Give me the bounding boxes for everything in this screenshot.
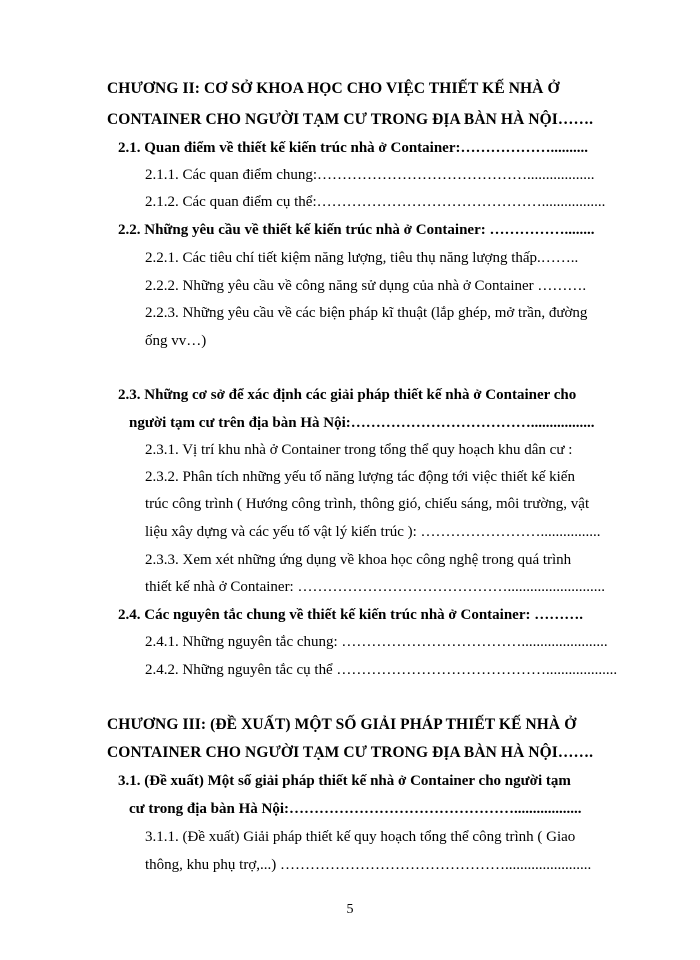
toc-section-2-2: 2.2. Những yêu cầu về thiết kế kiến trúc nhà ở Container: ……………........: [118, 222, 595, 238]
toc-section-2-2-3-line-1: 2.2.3. Những yêu cầu về các biện pháp kĩ thuật (lắp ghép, mở trần, đường: [145, 305, 588, 321]
toc-section-2-2-3-line-2: ống vv…): [145, 333, 207, 349]
toc-section-2-1: 2.1. Quan điểm về thiết kế kiến trúc nhà ở Container:………………..........: [118, 140, 588, 156]
toc-section-3-1-1-line-1: 3.1.1. (Đề xuất) Giải pháp thiết kế quy hoạch tổng thể công trình ( Giao: [145, 829, 576, 845]
toc-section-2-4-1: 2.4.1. Những nguyên tắc chung: ……………………………….......................: [145, 634, 608, 650]
toc-section-3-1-line-2: cư trong địa bàn Hà Nội:………………………………………..................: [129, 801, 582, 817]
toc-section-2-3-2-line-2: trúc công trình ( Hướng công trình, thông gió, chiếu sáng, môi trường, vật: [145, 496, 590, 512]
toc-section-3-1-line-1: 3.1. (Đề xuất) Một số giải pháp thiết kế nhà ở Container cho người tạm: [118, 773, 571, 789]
toc-section-3-1-1-line-2: thông, khu phụ trợ,...) ……………………………………….......................: [145, 857, 592, 873]
toc-section-2-3-line-1: 2.3. Những cơ sở để xác định các giải pháp thiết kế nhà ở Container cho: [118, 387, 577, 403]
chapter-3-title-line-2: CONTAINER CHO NGƯỜI TẠM CƯ TRONG ĐỊA BÀN HÀ NỘI…….: [107, 744, 594, 761]
toc-section-2-1-1: 2.1.1. Các quan điểm chung:……………………………………..................: [145, 167, 595, 183]
toc-section-2-4: 2.4. Các nguyên tắc chung về thiết kế kiến trúc nhà ở Container: ……….: [118, 607, 583, 623]
toc-section-2-3-3-line-2: thiết kế nhà ở Container: ……………………………………..........................: [145, 579, 605, 595]
page-number: 5: [346, 902, 354, 917]
toc-section-2-3-2-line-1: 2.3.2. Phân tích những yếu tố năng lượng tác động tới việc thiết kế kiến: [145, 469, 575, 485]
toc-section-2-1-2: 2.1.2. Các quan điểm cụ thể:……………………………………….................: [145, 194, 606, 210]
chapter-3-title-line-1: CHƯƠNG III: (ĐỀ XUẤT) MỘT SỐ GIẢI PHÁP THIẾT KẾ NHÀ Ở: [107, 716, 577, 733]
toc-section-2-3-1: 2.3.1. Vị trí khu nhà ở Container trong tổng thể quy hoạch khu dân cư :: [145, 442, 573, 458]
toc-section-2-4-2: 2.4.2. Những nguyên tắc cụ thể ……………………………………...................: [145, 662, 618, 678]
chapter-2-title-line-2: CONTAINER CHO NGƯỜI TẠM CƯ TRONG ĐỊA BÀN HÀ NỘI…….: [107, 111, 594, 128]
toc-section-2-3-3-line-1: 2.3.3. Xem xét những ứng dụng về khoa học công nghệ trong quá trình: [145, 552, 572, 568]
toc-section-2-2-2: 2.2.2. Những yêu cầu về công năng sử dụng của nhà ở Container ……….: [145, 278, 587, 294]
chapter-2-title-line-1: CHƯƠNG II: CƠ SỞ KHOA HỌC CHO VIỆC THIẾT KẾ NHÀ Ở: [107, 80, 560, 97]
toc-section-2-2-1: 2.2.1. Các tiêu chí tiết kiệm năng lượng, tiêu thụ năng lượng thấp.……..: [145, 250, 579, 266]
toc-section-2-3-line-2: người tạm cư trên địa bàn Hà Nội:……………………………….................: [129, 415, 595, 431]
toc-section-2-3-2-line-3: liệu xây dựng và các yếu tố vật lý kiến trúc ): ……………………................: [145, 524, 601, 540]
